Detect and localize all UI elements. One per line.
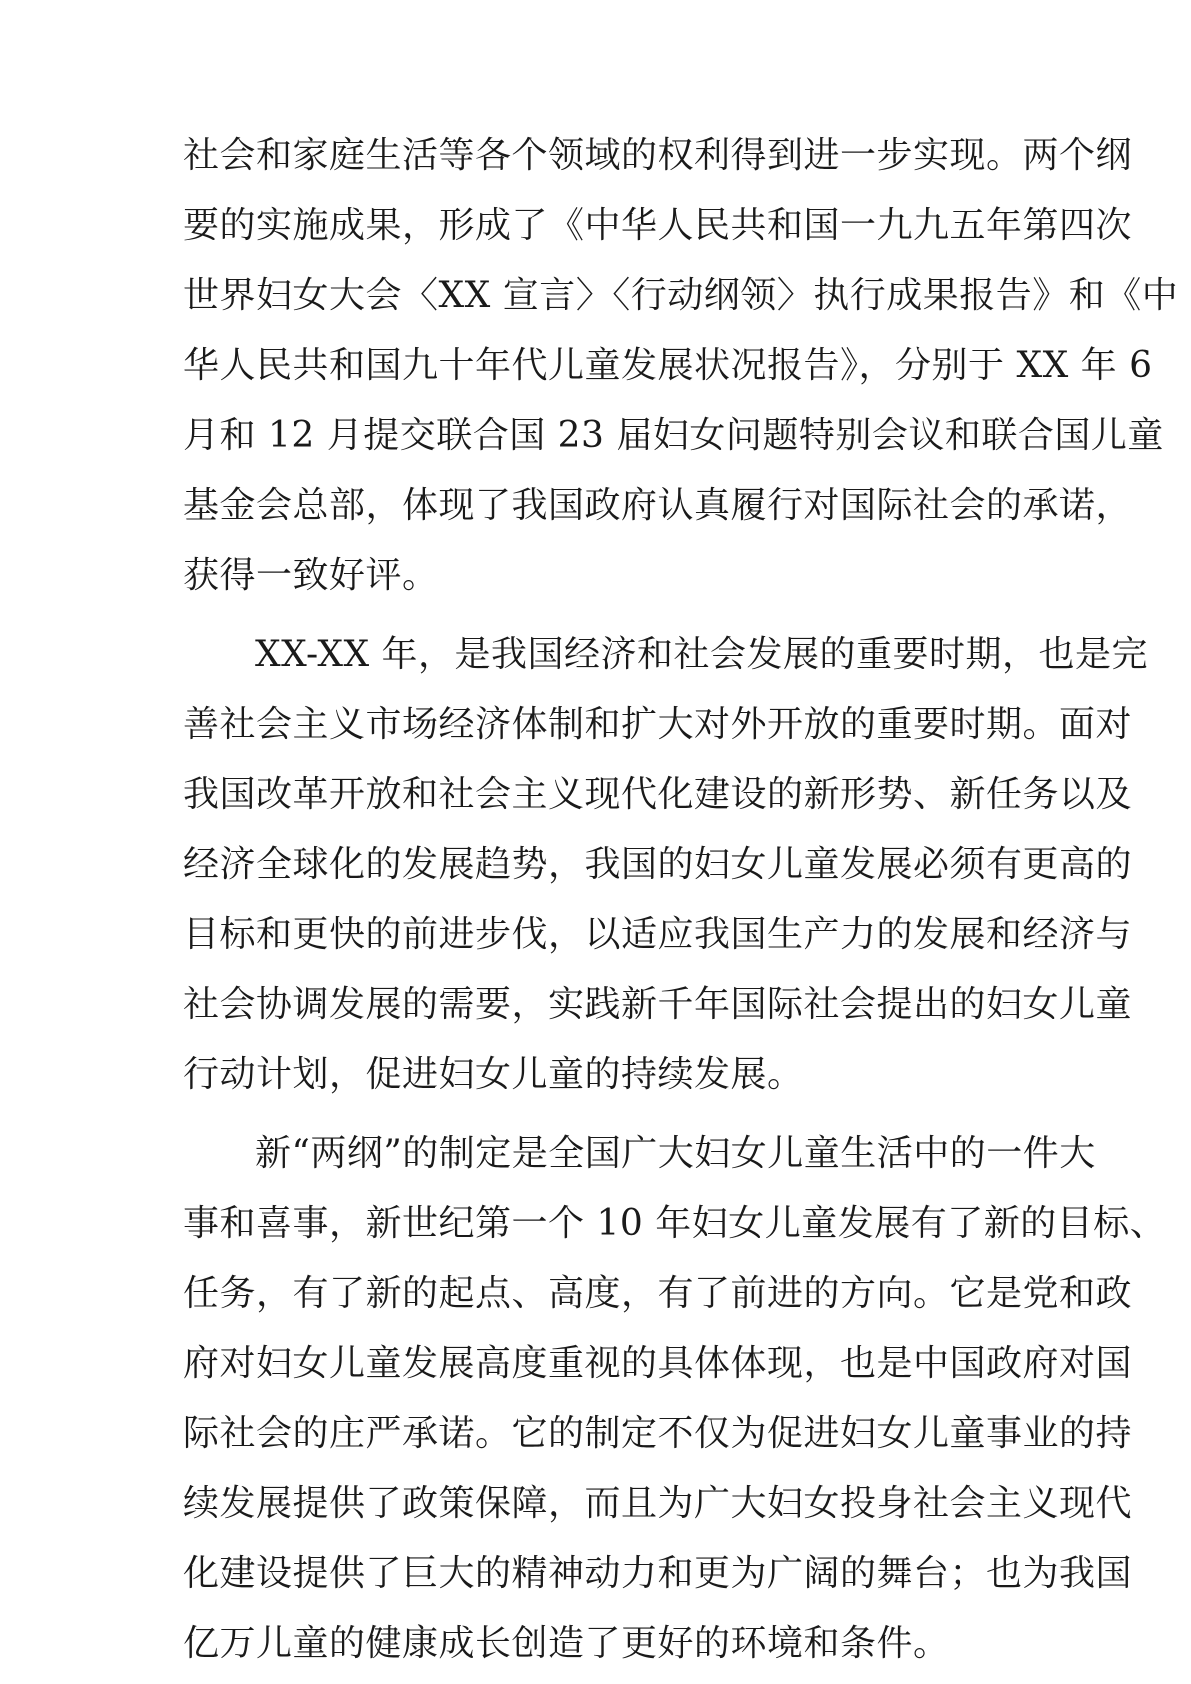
text-line: 际社会的庄严承诺。它的制定不仅为促进妇女儿童事业的持 [183, 1413, 1133, 1454]
text-line: 亿万儿童的健康成长创造了更好的环境和条件。 [183, 1623, 950, 1664]
text-line: 月和 12 月提交联合国 23 届妇女问题特别会议和联合国儿童 [183, 415, 1164, 456]
text-line: 基金会总部，体现了我国政府认真履行对国际社会的承诺， [183, 485, 1133, 526]
text-line: 华人民共和国九十年代儿童发展状况报告》，分别于 XX 年 6 [183, 345, 1153, 386]
text-line: 化建设提供了巨大的精神动力和更为广阔的舞台；也为我国 [183, 1553, 1133, 1594]
text-line: 社会协调发展的需要，实践新千年国际社会提出的妇女儿童 [183, 984, 1133, 1025]
text-line: 善社会主义市场经济体制和扩大对外开放的重要时期。面对 [183, 704, 1133, 745]
text-line: 事和喜事，新世纪第一个 10 年妇女儿童发展有了新的目标、 [183, 1203, 1167, 1244]
body-text [183, 121, 1179, 1679]
text-line: 府对妇女儿童发展高度重视的具体体现，也是中国政府对国 [183, 1343, 1133, 1384]
paragraph-gap [183, 1110, 1023, 1119]
text-line: 行动计划，促进妇女儿童的持续发展。 [183, 1054, 804, 1095]
text-line: 社会和家庭生活等各个领域的权利得到进一步实现。两个纲 [183, 135, 1133, 176]
text-line: 目标和更快的前进步伐，以适应我国生产力的发展和经济与 [183, 914, 1133, 955]
text-line: XX-XX 年，是我国经济和社会发展的重要时期，也是完 [255, 634, 1149, 675]
paragraph-3 [183, 1119, 1167, 1679]
text-line: 世界妇女大会〈XX 宣言〉〈行动纲领〉执行成果报告》和《中 [183, 275, 1179, 316]
text-line: 要的实施成果，形成了《中华人民共和国一九九五年第四次 [183, 205, 1133, 246]
text-line: 经济全球化的发展趋势，我国的妇女儿童发展必须有更高的 [183, 844, 1133, 885]
text-line: 任务，有了新的起点、高度，有了前进的方向。它是党和政 [183, 1273, 1133, 1314]
text-line: 获得一致好评。 [183, 555, 439, 596]
paragraph-1 [183, 121, 1179, 611]
text-line: 续发展提供了政策保障，而且为广大妇女投身社会主义现代 [183, 1483, 1133, 1524]
text-line: 新“两纲”的制定是全国广大妇女儿童生活中的一件大 [255, 1133, 1096, 1174]
paragraph-2 [183, 620, 1149, 1110]
paragraph-gap [183, 611, 1023, 620]
text-line: 我国改革开放和社会主义现代化建设的新形势、新任务以及 [183, 774, 1133, 815]
